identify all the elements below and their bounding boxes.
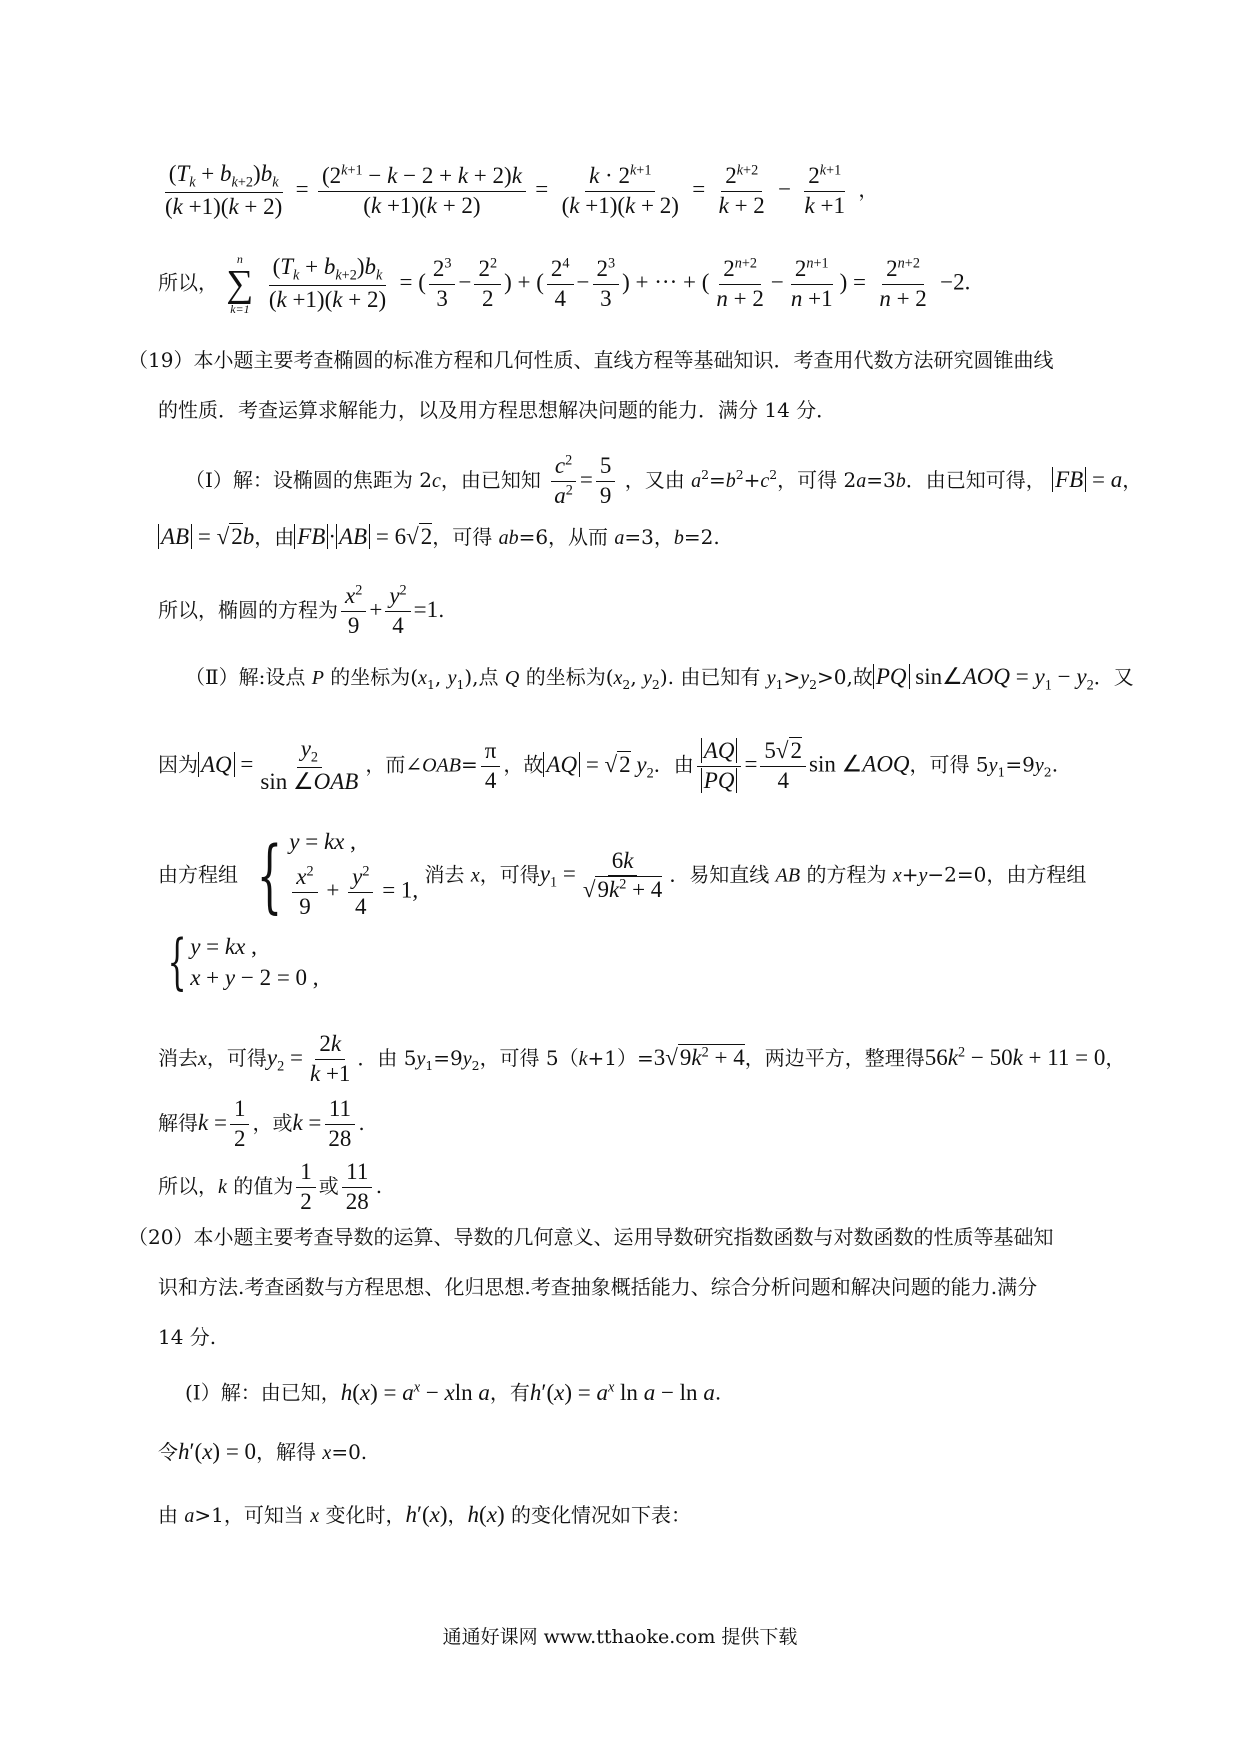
q19-heading-cont: 的性质．考查运算求解能力，以及用方程思想解决问题的能力．满分 14 分． xyxy=(158,398,837,422)
fraction: $\frac{2^{k+1}}{k +1}$ xyxy=(804,162,845,218)
q19-part2-line5: 解得k = $\frac{1}{2}$ ，或k = $\frac{11}{28}$ . xyxy=(158,1096,365,1151)
fraction: $\frac{(T_k + b_{k+2})b_k}{(k +1)(k + 2)}$ xyxy=(165,161,283,220)
equation-system: { y = kx , $\frac{x^2}{9}$ + $\frac{y^2}{4}$ = 1, xyxy=(257,828,419,922)
q19-part2-system2: { y = kx , x + y − 2 = 0 , xyxy=(167,927,319,997)
fraction: $\frac{k \cdot 2^{k+1}}{(k +1)(k + 2)}$ xyxy=(561,162,679,218)
q19-part1-line1: （Ⅰ）解：设椭圆的焦距为 2c，由已知知 $\frac{c^2}{a^2}$ = $\frac{5}{9}$ ，又由 $a^2=b^2+c^2$，可得 2a=3b．由已知可得， FB = a， xyxy=(185,452,1143,508)
q19-part1-line2: AB = √2b，由 FB · AB = 6√2，可得 ab=6，从而 a=3，b=2. xyxy=(158,525,720,548)
text: −2. xyxy=(940,269,971,295)
fraction: $\frac{(2^{k+1} - k - 2 + k + 2)k}{(k +1)(k + 2)}$ xyxy=(318,162,526,221)
formula-line-1: $\frac{(T_k + b_{k+2})b_k}{(k +1)(k + 2)}$ = $\frac{(2^{k+1} - k - 2 + k + 2)k}{(k +1)(k + 2)}$ = $\frac{k \cdot 2^{k+1}}{(k +1)(k + 2)}$ = $\frac{2^{k+2}}{k + 2}$ − $\frac{2^{k+1}}{k +1}$ ， xyxy=(158,160,878,222)
text: 所以， xyxy=(158,270,218,295)
q19-part2-line4: 消去x，可得$y_2$ = $\frac{2k}{k +1}$ ．由 $5y_1=9y_2$，可得 $5(k+1)=3√9k^2 + 4$，两边平方，整理得$56k^2 - 50k + 11 = 0$， xyxy=(158,1031,1126,1086)
q19-part2-line1: （Ⅱ）解:设点 P 的坐标为($x_1$, $y_1$),点 Q 的坐标为($x_2$, $y_2$). 由已知有 $y_1>y_2>0$,故 PQ sin∠AOQ = $y_1 - y_2$．又 xyxy=(185,664,1134,694)
q20-heading: （20）本小题主要考查导数的运算、导数的几何意义、运用导数研究指数函数与对数函数的性质等基础知 xyxy=(128,1225,1054,1249)
sigma-symbol: n ∑ k=1 xyxy=(226,252,254,317)
q20-part1-line2: 令h′(x) = 0，解得 x=0. xyxy=(158,1439,368,1464)
comma: ， xyxy=(858,177,879,202)
page-footer: 通通好课网 www.tthaoke.com 提供下载 xyxy=(442,1626,798,1648)
q20-heading-cont2: 14 分. xyxy=(158,1325,217,1349)
q19-part2-line6: 所以，k 的值为 $\frac{1}{2}$ 或 $\frac{11}{28}$ . xyxy=(158,1159,383,1214)
q19-part1-line3: 所以，椭圆的方程为 $\frac{x^2}{9}$ + $\frac{y^2}{4}$ =1. xyxy=(158,582,445,638)
q20-heading-cont: 识和方法.考查函数与方程思想、化归思想.考查抽象概括能力、综合分析问题和解决问题的能力.满分 xyxy=(158,1275,1038,1299)
summation-line: 所以， n ∑ k=1 $\frac{(T_k + b_{k+2})b_k}{(k +1)(k + 2)}$ = ( $\frac{2^3}{3}$ − $\frac{2^2}{2}$ ) + ( $\frac{2^4}{4}$ − $\frac{2^3}{3}$ ) + ··· + ( $\frac{2^{n+2}}{n + 2}$ − $\frac{2^{n+1}}{n +1}$ ) = $\frac{2^{n+2}}{n + 2}$ −2. xyxy=(158,252,971,317)
q19-part2-line3: 由方程组 { y = kx , $\frac{x^2}{9}$ + $\frac{y^2}{4}$ = 1, 消去 x，可得$y_1$ = $\frac{6k}{√9k^2 + 4}$ ．易知直线 AB 的方程为 x+y−2=0，由方程组 xyxy=(158,828,1087,922)
equals-sign: = xyxy=(295,176,309,202)
q19-heading: （19）本小题主要考查椭圆的标准方程和几何性质、直线方程等基础知识．考查用代数方法研究圆锥曲线 xyxy=(128,348,1054,372)
q19-part2-line2: 因为 AQ = $\frac{y_2}{\text{sin ∠OAB}}$ ，而∠OAB= $\frac{\pi}{4}$ ，故 AQ = √2 $y_2$．由 $\frac{AQ}{PQ}$ = $\frac{5√2}{4}$ sin ∠AOQ，可得 $5y_1=9y_2$. xyxy=(158,736,1059,795)
q20-part1-line1: (I）解：由已知，$h(x) = a^x - xln$ a，有$h'(x) = a^x$ ln a − ln a. xyxy=(185,1379,722,1405)
fraction: $\frac{2^{k+2}}{k + 2}$ xyxy=(718,162,765,218)
q20-part1-line3: 由 a>1，可知当 x 变化时，h′(x)，h(x) 的变化情况如下表： xyxy=(158,1502,691,1527)
